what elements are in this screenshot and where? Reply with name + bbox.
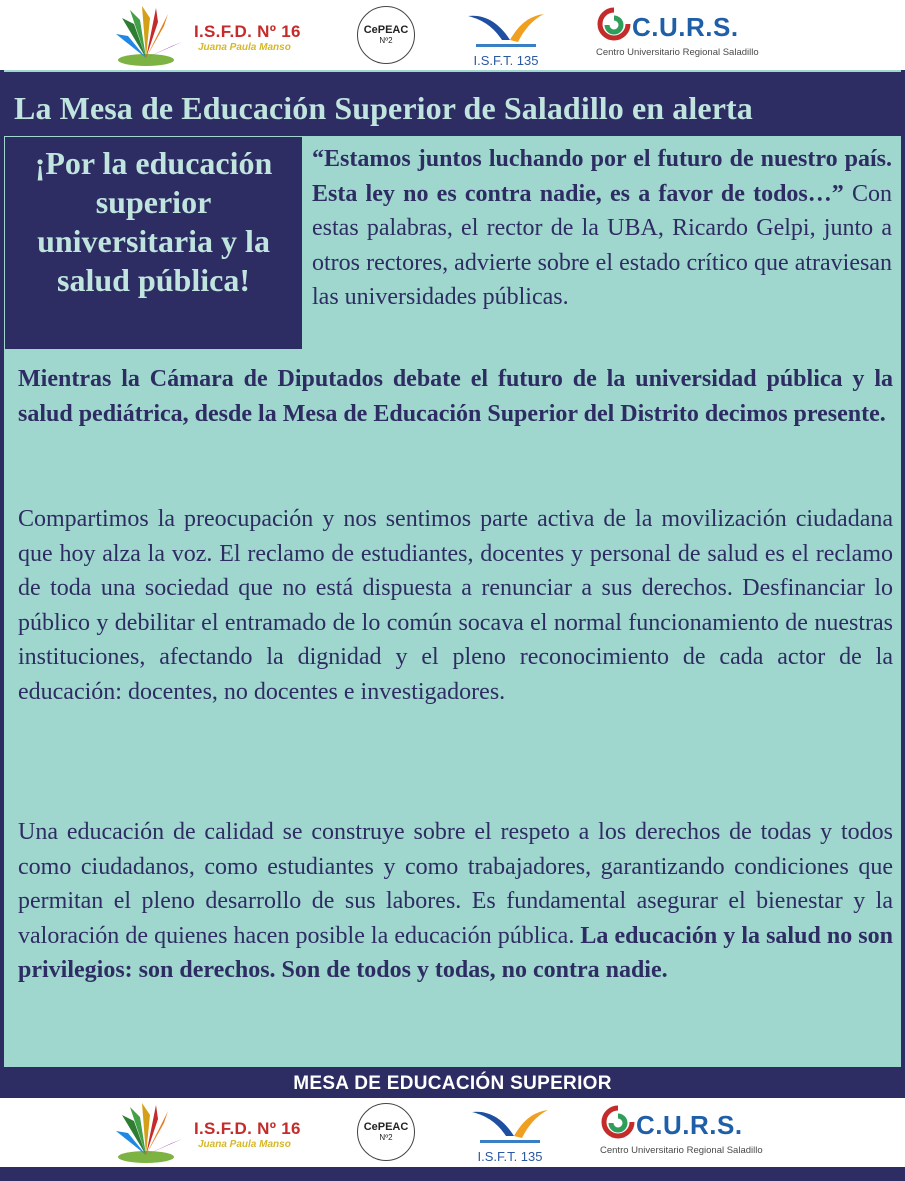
copeac-logo-bottom: [357, 1103, 415, 1161]
quote-paragraph: [312, 142, 892, 315]
isft-logo-bottom: [470, 1104, 550, 1166]
top-logo-bar: [0, 0, 905, 70]
paragraph-3: [18, 815, 893, 988]
left-frame: [0, 70, 4, 1098]
isft-swoosh-icon: [466, 8, 546, 50]
curs-subtitle: Centro Universitario Regional Saladillo: [600, 1145, 763, 1156]
bottom-strip: [0, 1167, 905, 1181]
isft-logo: [466, 8, 546, 70]
curs-name: C.U.R.S.: [636, 1110, 743, 1140]
isft-label: I.S.F.T. 135: [473, 53, 539, 68]
curs-spiral-icon: [600, 1104, 636, 1144]
isft-swoosh-icon: [470, 1104, 550, 1146]
isfd-subtitle: Juana Paula Manso: [198, 42, 291, 53]
paragraph-2: Compartimos la preocupación y nos sentimos parte activa de la movilización ciudadana que hoy alza la voz. El reclamo de estudiantes, docentes y personal de salud es el reclamo de toda una sociedad que no está dispuesta a renunciar a sus derechos. Desfinanciar lo público y debilitar el entramado de lo común socava el normal funcionamiento de nuestras instituciones, afectando la dignidad y el pleno reconocimiento de cada actor de la educación: docentes, no docentes e investigadores.: [18, 506, 893, 705]
copeac-number: Nº2: [379, 36, 393, 45]
copeac-name: CePEAC: [363, 24, 409, 36]
curs-spiral-icon: [596, 6, 632, 46]
isfd-plant-icon: [112, 4, 194, 68]
paragraph-1: Mientras la Cámara de Diputados debate el futuro de la universidad pública y la salud pediátrica, desde la Mesa de Educación Superior del Distrito decimos presente.: [18, 366, 893, 427]
copeac-logo: [357, 6, 415, 64]
isfd-title: I.S.F.D. Nº 16: [194, 1119, 301, 1138]
right-frame: [901, 70, 905, 1098]
isfd-title: I.S.F.D. Nº 16: [194, 22, 301, 41]
quote-text: Con estas palabras, el rector de la UBA, Ricardo Gelpi, junto a otros rectores, advierte sobre el estado crítico que atraviesan las universidades públicas.: [312, 180, 892, 310]
copeac-number: Nº2: [379, 1133, 393, 1142]
isfd-logo-bottom: [112, 1101, 342, 1165]
curs-name: C.U.R.S.: [632, 12, 739, 42]
isfd-plant-icon: [112, 1101, 194, 1165]
bottom-logo-bar: [0, 1098, 905, 1167]
side-title: ¡Por la educación superior universitaria y la salud pública!: [34, 145, 273, 298]
footer-title: MESA DE EDUCACIÓN SUPERIOR: [293, 1073, 612, 1094]
copeac-name: CePEAC: [363, 1121, 409, 1133]
curs-logo: [596, 6, 766, 66]
paragraph-3-bold: La educación y la salud no son privilegios: son derechos. Son de todos y todas, no contra nadie.: [18, 922, 893, 983]
isft-label: I.S.F.T. 135: [477, 1149, 543, 1164]
curs-subtitle: Centro Universitario Regional Saladillo: [596, 47, 759, 58]
curs-logo-bottom: [600, 1104, 770, 1164]
headline: La Mesa de Educación Superior de Saladillo en alerta: [14, 90, 753, 126]
paragraph-3-text: Una educación de calidad se construye sobre el respeto a los derechos de todas y todos como ciudadanos, como estudiantes y como trabajadores, garantizando condiciones que permitan el pleno desarrollo de sus labores. Es fundamental asegurar el bienestar y la valoración de quienes hacen posible la educación pública.: [18, 819, 893, 949]
quote-bold: “Estamos juntos luchando por el futuro de nuestro país. Esta ley no es contra nadie, es a favor de todos…”: [312, 146, 892, 207]
isfd-logo: [112, 4, 342, 68]
isfd-subtitle: Juana Paula Manso: [198, 1139, 291, 1150]
